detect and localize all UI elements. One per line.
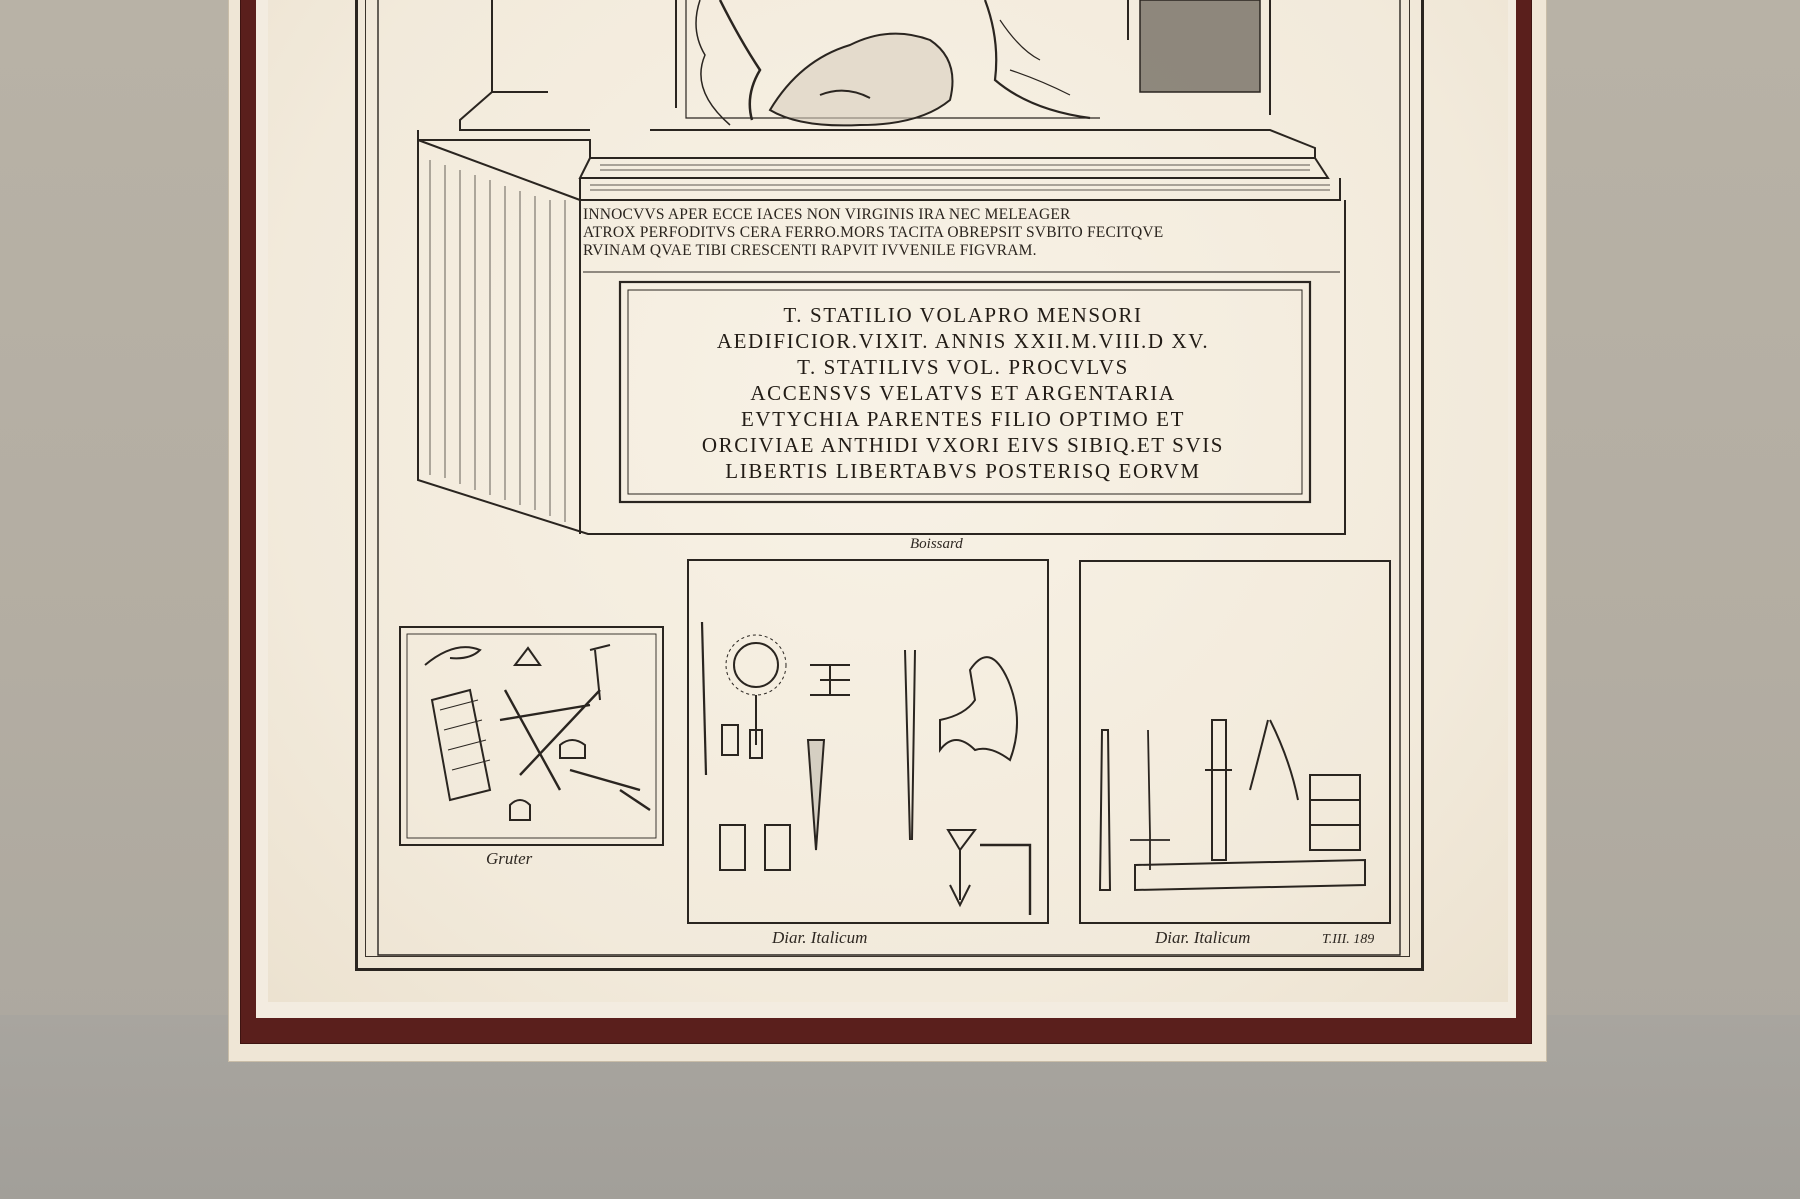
epitaph-line-4: ACCENSVS VELATVS ET ARGENTARIA (750, 381, 1176, 405)
caption-gruter: Gruter (486, 849, 533, 868)
verse-inscription (583, 206, 1355, 260)
statue-figures (696, 0, 1090, 125)
diar-italicum-tools-panel-2 (1080, 561, 1390, 923)
plate-number: T.III. 189 (1322, 932, 1375, 947)
epitaph-line-2: AEDIFICIOR.VIXIT. ANNIS XXII.M.VIII.D XV. (716, 329, 1210, 353)
verse-line-2: ATROX PERFODITVS CERA FERRO.MORS TACITA OBREPSIT SVBITO FECITQVE (583, 224, 1164, 241)
verse-line-1: INNOCVVS APER ECCE IACES NON VIRGINIS IRA NEC MELEAGER (583, 206, 1071, 223)
gruter-tools-panel (400, 627, 663, 845)
epitaph-inscription (628, 302, 1298, 484)
epitaph-line-7: LIBERTIS LIBERTABVS POSTERISQ EORVM (725, 459, 1201, 483)
epitaph-line-6: ORCIVIAE ANTHIDI VXORI EIVS SIBIQ.ET SVIS (701, 433, 1225, 457)
caption-diar-italicum-1: Diar. Italicum (772, 928, 868, 947)
caption-diar-italicum-2: Diar. Italicum (1155, 928, 1251, 947)
verse-line-3: RVINAM QVAE TIBI CRESCENTI RAPVIT IVVENILE FIGVRAM. (583, 242, 1037, 259)
diar-italicum-tools-panel-1 (688, 560, 1048, 923)
epitaph-line-5: EVTYCHIA PARENTES FILIO OPTIMO ET (740, 407, 1186, 431)
caption-boissard: Boissard (910, 536, 963, 552)
epitaph-line-1: T. STATILIO VOLAPRO MENSORI (783, 303, 1143, 327)
epitaph-line-3: T. STATILIVS VOL. PROCVLVS (797, 355, 1129, 379)
